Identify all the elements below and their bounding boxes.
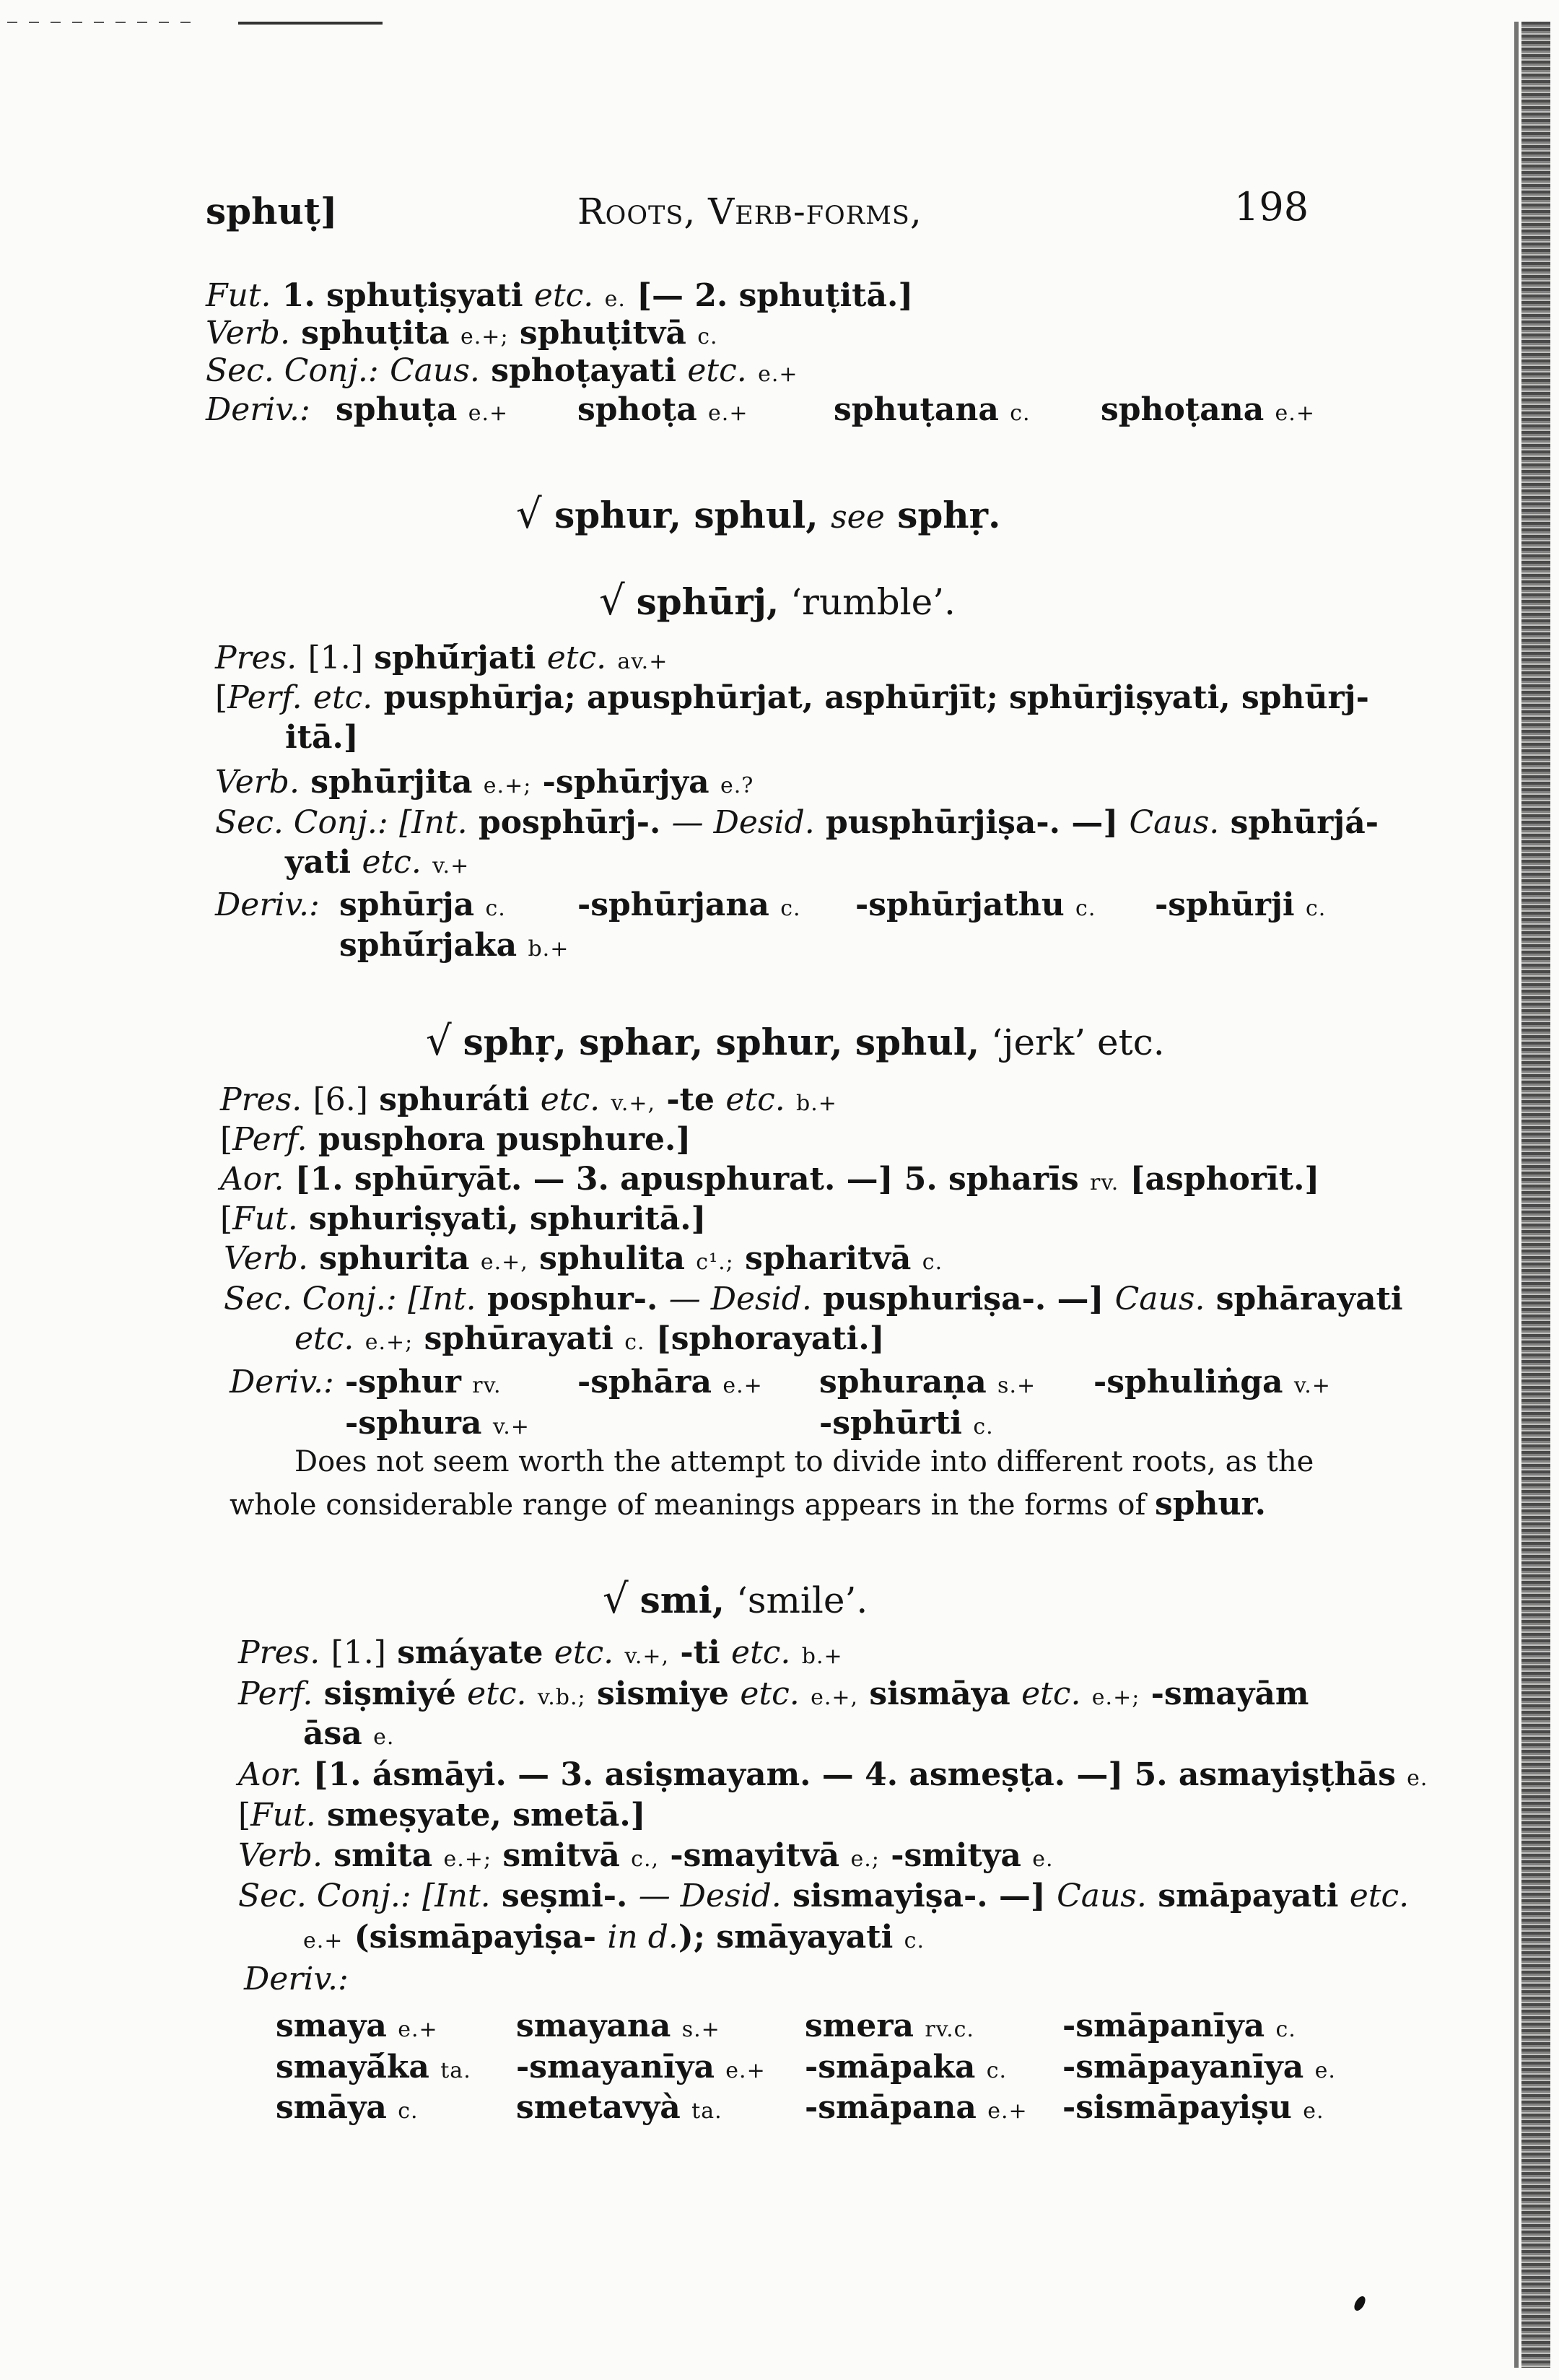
pres-line: Pres. [1.] sphū́rjati etc. av.+ (215, 640, 668, 676)
sec-conj-cont: e.+ (sismāpayiṣa- in d.); smāyayati c. (303, 1919, 925, 1956)
root-heading: √ sphṛ, sphar, sphur, sphul, ‘jerk’ etc. (426, 1018, 1165, 1065)
root-sign: √ (516, 491, 542, 538)
deriv-item: sphuraṇa s.+ (819, 1364, 1036, 1400)
deriv-item: smera rv.c. (805, 2008, 974, 2044)
root-heading: √ sphur, sphul, see sphṛ. (516, 491, 1001, 538)
page-edge (1521, 22, 1550, 2368)
deriv-item: -smāpayanīya e. (1062, 2049, 1336, 2085)
deriv-item: smāya c. (276, 2089, 419, 2126)
header-root: sphuṭ] (206, 190, 338, 232)
sec-conj-line: Sec. Conj.: [Int. posphūrj-. — Desid. pusphūrjiṣa-. —] Caus. sphūrjá- (215, 804, 1379, 841)
root-sign: √ (599, 577, 625, 624)
ink-spot (1352, 2294, 1367, 2312)
verb-line: Verb. sphūrjita e.+; -sphūrjya e.? (215, 764, 754, 801)
deriv-item: -smāpana e.+ (805, 2089, 1028, 2126)
root-sign: √ (603, 1576, 629, 1623)
deriv-item: -smayanīya e.+ (516, 2049, 766, 2085)
deriv-item: sphuṭa e.+ (336, 391, 509, 428)
perf-line-cont: itā.] (285, 719, 359, 756)
deriv-label: Deriv.: (215, 886, 320, 923)
perf-line: Perf. siṣmiyé etc. v.b.; sismiye etc. e.+, sismāya etc. e.+; -smayām (238, 1675, 1309, 1712)
perf-line: [Perf. etc. pusphūrja; apusphūrjat, asphūrjīt; sphūrjiṣyati, sphūrj- (215, 679, 1369, 716)
deriv-item: -sphur rv. (345, 1364, 502, 1400)
pres-line: Pres. [1.] smáyate etc. v.+, -ti etc. b.+ (238, 1634, 843, 1671)
fut-line: Fut. 1. sphuṭiṣyati etc. e. [— 2. sphuṭitā.] (206, 277, 914, 314)
sec-conj-cont: yati etc. v.+ (285, 844, 470, 881)
deriv-item: -sphūrjathu c. (855, 886, 1096, 923)
deriv-item: smayana s.+ (516, 2008, 720, 2044)
deriv-label: Deriv.: (244, 1961, 349, 1997)
deriv-item: sphūrja c. (339, 886, 506, 923)
aor-line: Aor. [1. ásmāyi. — 3. asiṣmayam. — 4. asmeṣṭa. —] 5. asmayiṣṭhās e. (238, 1756, 1428, 1793)
page-number: 198 (1234, 184, 1309, 230)
deriv-item: -sismāpayiṣu e. (1062, 2089, 1324, 2126)
deriv-item: sphuṭana c. (834, 391, 1031, 428)
perf-line-cont: āsa e. (303, 1715, 395, 1752)
deriv-item: -sphuliṅga v.+ (1093, 1364, 1331, 1400)
scan-artifact (7, 22, 195, 23)
header-title: Roots, Verb-forms, (577, 191, 922, 232)
deriv-item: -sphūrti c. (819, 1405, 994, 1442)
verb-line: Verb. smita e.+; smitvā c., -smayitvā e.; -smitya e. (238, 1837, 1054, 1874)
fut-line: [Fut. smeṣyate, smetā.] (238, 1797, 646, 1834)
root-sign: √ (426, 1018, 452, 1065)
verb-line: Verb. sphurita e.+, sphulita c¹.; spharitvā c. (224, 1240, 943, 1277)
pres-line: Pres. [6.] sphuráti etc. v.+, -te etc. b.+ (220, 1081, 837, 1118)
sec-conj-line: Sec. Conj.: Caus. sphoṭayati etc. e.+ (206, 352, 798, 389)
deriv-item: -smāpanīya c. (1062, 2008, 1296, 2044)
perf-line: [Perf. pusphora pusphure.] (220, 1121, 691, 1158)
deriv-item: sphū́rjaka b.+ (339, 927, 569, 964)
note-text: whole considerable range of meanings appears in the forms of sphur. (230, 1486, 1266, 1522)
root-heading: √ sphūrj, ‘rumble’. (599, 577, 956, 624)
sec-conj-cont: etc. e.+; sphūrayati c. [sphorayati.] (294, 1320, 885, 1357)
page-edge (1514, 22, 1519, 2368)
deriv-item: -smāpaka c. (805, 2049, 1008, 2085)
deriv-item: -sphura v.+ (345, 1405, 530, 1442)
root-heading: √ smi, ‘smile’. (603, 1576, 868, 1623)
deriv-item: sphoṭana e.+ (1101, 391, 1315, 428)
deriv-label: Deriv.: (230, 1364, 334, 1400)
deriv-item: sphoṭa e.+ (577, 391, 748, 428)
deriv-item: smaya e.+ (276, 2008, 438, 2044)
deriv-item: -sphūrjana c. (577, 886, 801, 923)
sec-conj-line: Sec. Conj.: [Int. seṣmi-. — Desid. sismayiṣa-. —] Caus. smāpayati etc. (238, 1878, 1410, 1914)
deriv-item: -sphūrji c. (1155, 886, 1327, 923)
deriv-item: smayā́ka ta. (276, 2049, 471, 2085)
note-text: Does not seem worth the attempt to divide into different roots, as the (294, 1445, 1314, 1478)
aor-line: Aor. [1. sphūryāt. — 3. apusphurat. —] 5. spharīs rv. [asphorīt.] (220, 1161, 1320, 1198)
scan-artifact (238, 22, 383, 25)
sec-conj-line: Sec. Conj.: [Int. posphur-. — Desid. pusphuriṣa-. —] Caus. sphārayati (224, 1281, 1403, 1317)
verb-line: Verb. sphuṭita e.+; sphuṭitvā c. (206, 315, 718, 352)
deriv-label: Deriv.: (206, 391, 310, 428)
deriv-item: -sphāra e.+ (577, 1364, 763, 1400)
deriv-item: smetavyà ta. (516, 2089, 722, 2126)
fut-line: [Fut. sphuriṣyati, sphuritā.] (220, 1200, 707, 1237)
